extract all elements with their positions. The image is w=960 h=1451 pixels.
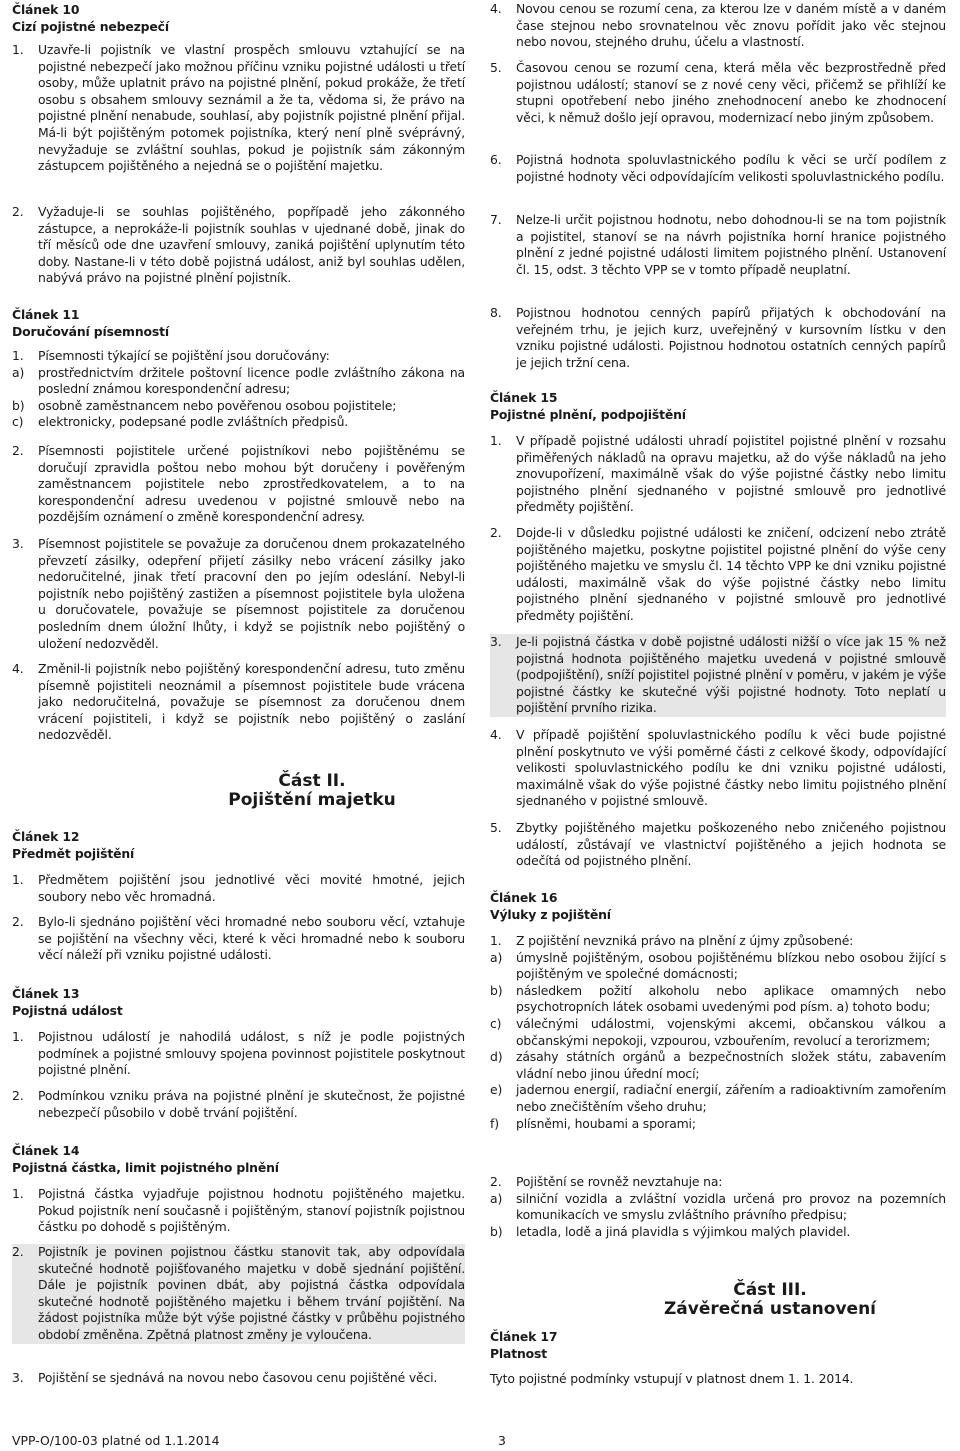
item-number: 4. xyxy=(12,661,24,676)
item-text: Vyžaduje-li se souhlas pojištěného, popřípadě jeho zákonného zástupce, a neprokáže-li pojistník souhlas v ujednané době, jinak do tří měsíců ode dne uzavření smlouvy, zaniká pojištění uplynutím této doby. Nastane-li v této době pojistná událost, aniž byl souhlas udělen, nabývá právo na pojistné plnění pojistník. xyxy=(38,204,465,286)
article-11-item-3 xyxy=(12,536,465,652)
article-16 xyxy=(490,889,946,923)
sub-text: následkem požití alkoholu nebo aplikace omamných nebo psychotropních látek osobami uvedenými pod písm. a) tohoto bodu; xyxy=(516,982,946,1015)
article-15-item-2 xyxy=(490,525,946,625)
item-text: Časovou cenou se rozumí cena, která měla věc bezprostředně před pojistnou událostí; stanoví se z nové ceny věci, přičemž se přihlíží ke stupni opotřebení nebo jiného znehodnocení anebo ke zhodnocení věci, k němuž došlo její opravou, modernizací nebo jiným způsobem. xyxy=(516,60,946,125)
item-number: 6. xyxy=(490,152,502,167)
article-15-item-4 xyxy=(490,727,946,810)
item-text: Pojistnou hodnotou cenných papírů přijatých k obchodování na veřejném trhu, je jejich kurz, uveřejněný v kursovním lístku v den vzniku pojistné události. Pojistnou hodnotou ostatních cenných papírů je jejich tržní cena. xyxy=(516,305,946,370)
item-text: Dojde-li v důsledku pojistné události ke zničení, odcizení nebo ztrátě pojištěného majetku, poskytne pojistitel pojistné plnění do výše ceny pojištěného majetku ve smyslu čl. 14 těchto VPP ke dni vzniku pojistné události, maximálně však do výše pojistné částky nebo limitu pojistného plnění sjednaného v pojistné smlouvě pro jednotlivé předměty pojištění. xyxy=(516,525,946,623)
article-11-item-4 xyxy=(12,661,465,744)
item-text: Pojistnou událostí je nahodilá událost, s níž je podle pojistných podmínek a pojistné smlouvy spojena povinnost pojistitele poskytnout pojistné plnění. xyxy=(38,1029,465,1078)
item-text: V případě pojistné události uhradí pojistitel pojistné plnění v rozsahu přiměřených nákladů na opravu majetku, až do výše nákladů na jeho znovupořízení, maximálně však do výše pojistné částky nebo limitu pojistného plnění sjednaného v pojistné smlouvě pro jednotlivé předměty pojištění. xyxy=(516,433,946,515)
sub-text: zásahy státních orgánů a bezpečnostních složek státu, zabavením vládní nebo jinou úřední mocí; xyxy=(516,1049,946,1081)
item-number: 5. xyxy=(490,60,502,75)
sub-text: jadernou energií, radiační energií, zářením a radioaktivním zamořením nebo znečištěním všeho druhu; xyxy=(516,1082,946,1114)
item-number: 1. xyxy=(12,1186,24,1201)
item-number: 1. xyxy=(490,433,502,448)
article-16-item-2 xyxy=(490,1174,946,1240)
sub-letter: a) xyxy=(12,364,25,380)
article-13-item-1 xyxy=(12,1029,465,1079)
item-text: Bylo-li sjednáno pojištění věci hromadné nebo souboru věcí, vztahuje se pojištění na všechny věci, které k věci hromadné nebo k souboru věcí náleží při vzniku pojistné události. xyxy=(38,914,465,963)
article-15-item-1 xyxy=(490,433,946,516)
item-text: Pojištění se rovněž nevztahuje na: xyxy=(516,1174,723,1189)
article-16-label: Článek 16 xyxy=(490,890,558,905)
article-13-title: Pojistná událost xyxy=(12,1003,123,1018)
item-text: Novou cenou se rozumí cena, za kterou lze v daném místě a v daném čase stejnou nebo srovnatelnou věc znovu pořídit jako věc stejnou nebo novou, stejného druhu, účelu a vlastností. xyxy=(516,1,946,50)
sub-letter: e) xyxy=(490,1082,503,1098)
item-text: Uzavře-li pojistník ve vlastní prospěch smlouvu vztahující se na pojistné nebezpečí jako možnou příčinu vzniku pojistné události u třetí osoby, může uplatnit právo na pojistné plnění, pokud prokáže, že třetí osobu s obsahem smlouvy seznámil a že ta, vědoma si, že právo na pojistné plnění nenabude, souhlasí, aby pojistník pojistné plnění přijal. Má-li být pojištěným potomek pojistníka, který není plně svéprávný, nevyžaduje se zvláštní souhlas, pokud je pojistník sám zákonným zástupcem pojištěného a nejedná se o pojištění majetku. xyxy=(38,42,465,174)
article-11-item-2 xyxy=(12,443,465,526)
article-14-item-3 xyxy=(12,1370,465,1387)
item-text: Je-li pojistná částka v době pojistné události nižší o více jak 15 % než pojistná hodnota pojištěného majetku uvedená v pojistné smlouvě (podpojištění), sníží pojistitel pojistné plnění v poměru, v jakém je výše pojistné částky ke skutečné výši pojistné hodnoty. Toto neplatí u pojištění prvního rizika. xyxy=(516,634,946,716)
sub-text: letadla, lodě a jiná plavidla s výjimkou malých plavidel. xyxy=(516,1223,851,1239)
article-14-item-1 xyxy=(12,1186,465,1236)
item-text: Písemnosti týkající se pojištění jsou doručovány: xyxy=(38,348,330,363)
part-2-heading xyxy=(152,772,472,810)
item-text: Z pojištění nevzniká právo na plnění z újmy způsobené: xyxy=(516,933,854,948)
article-11-label: Článek 11 xyxy=(12,307,80,322)
article-13-label: Článek 13 xyxy=(12,986,80,1001)
article-14-item-5 xyxy=(490,60,946,126)
article-12-item-1 xyxy=(12,872,465,905)
article-17-text: Tyto pojistné podmínky vstupují v platnost dnem 1. 1. 2014. xyxy=(490,1371,854,1386)
sub-letter: a) xyxy=(490,949,503,965)
item-number: 1. xyxy=(12,1029,24,1044)
item-number: 5. xyxy=(490,820,502,835)
sub-text: plísněmi, houbami a sporami; xyxy=(516,1115,696,1131)
sub-letter: d) xyxy=(490,1049,503,1065)
part-2-label: Část II. xyxy=(278,771,346,791)
item-text: Pojištění se sjednává na novou nebo časovou cenu pojištěné věci. xyxy=(38,1370,438,1385)
item-number: 8. xyxy=(490,305,502,320)
item-number: 7. xyxy=(490,212,502,227)
item-number: 2. xyxy=(12,1244,24,1259)
item-text: Zbytky pojištěného majetku poškozeného nebo zničeného pojistnou událostí, zůstávají ve vlastnictví pojištěného a jejich hodnota se odečítá od pojistného plnění. xyxy=(516,820,946,869)
item-number: 3. xyxy=(12,1370,24,1385)
item-number: 3. xyxy=(12,536,24,551)
article-13-item-2 xyxy=(12,1088,465,1121)
article-12-label: Článek 12 xyxy=(12,829,80,844)
article-14-title: Pojistná částka, limit pojistného plnění xyxy=(12,1160,279,1175)
sub-letter: b) xyxy=(12,397,25,413)
item-number: 2. xyxy=(12,443,24,458)
part-3-title: Závěrečná ustanovení xyxy=(663,1299,877,1319)
item-text: Pojistník je povinen pojistnou částku stanovit tak, aby odpovídala skutečné hodnotě pojišťovaného majetku v době sjednání pojištění. Dále je pojistník povinen dbát, aby pojistná částka odpovídala skutečné hodnotě pojištěného majetku i během trvání pojištění. Na žádost pojistníka může být výše pojistné částky v průběhu pojistného období změněna. Zpětná platnost změny je vyloučena. xyxy=(38,1244,465,1342)
article-14-item-6 xyxy=(490,152,946,185)
item-text: Pojistná hodnota spoluvlastnického podílu k věci se určí podílem z pojistné hodnoty věci odpovídajícím velikosti spoluvlastnického podílu. xyxy=(516,152,946,184)
item-number: 4. xyxy=(490,1,502,16)
footer-document-id: VPP-O/100-03 platné od 1.1.2014 xyxy=(12,1433,220,1448)
item-number: 1. xyxy=(12,348,24,363)
item-text: Předmětem pojištění jsou jednotlivé věci movité hmotné, jejich soubory nebo věc hromadná. xyxy=(38,872,465,904)
article-11-title: Doručování písemností xyxy=(12,324,169,339)
item-text: Písemnosti pojistitele určené pojistníkovi nebo pojištěnému se doručují zpravidla poštou nebo mohou být doručeny i pověřeným zaměstnancem pojistitele nebo zprostředkovatelem, a to na korespondenční adresu uvedenou v pojistné smlouvě nebo na pozdějším oznámení o změně korespondenční adresy. xyxy=(38,443,465,525)
sub-text: válečnými událostmi, vojenskými akcemi, občanskou válkou a občanskými nepokoji, vzpourou, vzbouřením, revolucí a terorizmem; xyxy=(516,1015,946,1048)
sub-letter: b) xyxy=(490,982,503,998)
item-text: Podmínkou vzniku práva na pojistné plnění je skutečnost, že pojistné nebezpečí působilo v době trvání pojištění. xyxy=(38,1088,465,1120)
item-number: 2. xyxy=(490,525,502,540)
item-number: 2. xyxy=(12,914,24,929)
part-3-heading xyxy=(610,1281,930,1319)
sub-letter: c) xyxy=(12,414,24,430)
sub-letter: c) xyxy=(490,1015,502,1031)
part-2-title: Pojištění majetku xyxy=(228,790,396,810)
article-14-item-7 xyxy=(490,212,946,278)
article-16-item-1 xyxy=(490,933,946,1132)
article-12 xyxy=(12,828,465,862)
sub-text: osobně zaměstnancem nebo pověřenou osobou pojistitele; xyxy=(38,397,397,413)
article-14-item-4 xyxy=(490,1,946,51)
sub-text: elektronicky, podepsané podle zvláštních předpisů. xyxy=(38,414,349,430)
article-14 xyxy=(12,1142,465,1176)
item-text: V případě pojištění spoluvlastnického podílu k věci bude pojistné plnění poskytnuto ve výši poměrné části z celkové škody, odpovídající velikosti spoluvlastnického podílu ke dni vzniku pojistné události, maximálně však do výše pojistné částky nebo limitu pojistného plnění sjednaného v pojistné smlouvě. xyxy=(516,727,946,809)
article-17-label: Článek 17 xyxy=(490,1329,558,1344)
article-14-item-8 xyxy=(490,305,946,371)
article-16-title: Výluky z pojištění xyxy=(490,907,611,922)
item-text: Písemnost pojistitele se považuje za doručenou dnem prokazatelného převzetí zásilky, odepření přijetí zásilky nebo vrácení zásilky jako nedoručitelné, jinak třetí pracovní den po jejím odeslání. Nebyl-li pojistník nebo pojištěný zastižen a písemnost pojistitele byla uložena u doručovatele, považuje se písemnost pojistitele za doručenou posledním dnem úložní lhůty, i když se pojistník nebo pojištěný o uložení nedozvěděl. xyxy=(38,536,465,651)
footer-page-number: 3 xyxy=(498,1433,506,1448)
sub-text: úmyslně pojištěným, osobou pojištěnému blízkou nebo osobou žijící s pojištěným ve společné domácnosti; xyxy=(516,949,946,982)
article-17-title: Platnost xyxy=(490,1346,548,1361)
article-15 xyxy=(490,389,946,423)
article-15-label: Článek 15 xyxy=(490,390,558,405)
article-11-item-1 xyxy=(12,348,465,431)
article-10 xyxy=(12,1,465,35)
article-14-item-2 xyxy=(12,1244,465,1344)
item-number: 3. xyxy=(490,634,502,649)
item-text: Změnil-li pojistník nebo pojištěný korespondenční adresu, tuto změnu písemně pojistiteli neoznámil a písemnost pojistitele bude vrácena jako nedoručitelná, považuje se písemnost za doručenou dnem vrácení pojistiteli, i když se pojistník nebo pojištěný o zaslání nedozvěděl. xyxy=(38,661,465,743)
article-17 xyxy=(490,1328,946,1362)
article-10-title: Cizí pojistné nebezpečí xyxy=(12,19,169,34)
item-number: 2. xyxy=(490,1174,502,1189)
item-text: Pojistná částka vyjadřuje pojistnou hodnotu pojištěného majetku. Pokud pojistník není současně i pojištěným, stanoví pojistník pojistnou částku po dohodě s pojištěným. xyxy=(38,1186,465,1235)
article-14-label: Článek 14 xyxy=(12,1143,80,1158)
sub-letter: a) xyxy=(490,1190,503,1206)
article-12-item-2 xyxy=(12,914,465,964)
item-text: Nelze-li určit pojistnou hodnotu, nebo dohodnou-li se na tom pojistník a pojistitel, stanoví se na návrh pojistníka horní hranice pojistného plnění z jedné pojistné události limitem pojistného plnění. Ustanovení čl. 15, odst. 3 těchto VPP se v tomto případě neuplatní. xyxy=(516,212,946,277)
article-12-title: Předmět pojištění xyxy=(12,846,135,861)
sub-letter: b) xyxy=(490,1223,503,1239)
article-13 xyxy=(12,985,465,1019)
item-number: 1. xyxy=(12,872,24,887)
article-10-item-2 xyxy=(12,204,465,287)
article-15-title: Pojistné plnění, podpojištění xyxy=(490,407,686,422)
article-11 xyxy=(12,306,465,340)
item-number: 1. xyxy=(490,933,502,948)
sub-text: prostřednictvím držitele poštovní licence podle zvláštního zákona na poslední známou korespondenční adresu; xyxy=(38,364,465,397)
item-number: 2. xyxy=(12,204,24,219)
item-number: 1. xyxy=(12,42,24,57)
article-15-item-3 xyxy=(490,634,946,717)
item-number: 4. xyxy=(490,727,502,742)
sub-text: silniční vozidla a zvláštní vozidla určená pro provoz na pozemních komunikacích ve smyslu zvláštního právního předpisu; xyxy=(516,1190,946,1223)
sub-letter: f) xyxy=(490,1115,499,1131)
article-10-label: Článek 10 xyxy=(12,2,80,17)
part-3-label: Část III. xyxy=(733,1280,807,1300)
item-number: 2. xyxy=(12,1088,24,1103)
article-10-item-1 xyxy=(12,42,465,175)
article-15-item-5 xyxy=(490,820,946,870)
